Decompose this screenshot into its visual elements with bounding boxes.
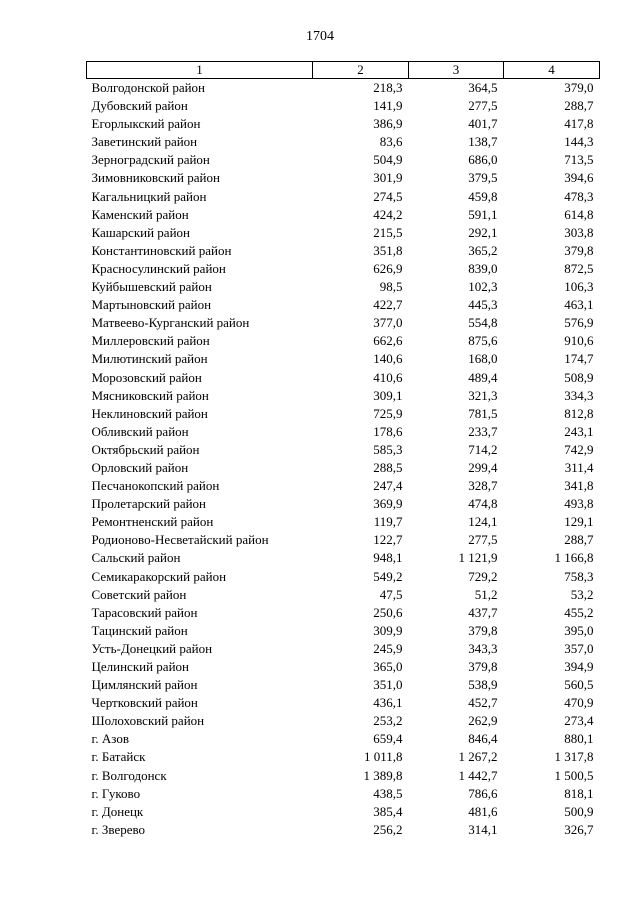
value-cell-col-4: 129,1 <box>564 514 594 530</box>
district-name-cell: г. Зверево <box>91 821 146 837</box>
district-name-cell: Заветинский район <box>91 134 198 150</box>
district-name-cell: Шолоховский район <box>91 713 205 729</box>
value-cell-col-4: 1 500,5 <box>554 767 594 783</box>
value-cell-col-4: 174,7 <box>564 351 594 367</box>
column-header-1: 1 <box>87 62 313 79</box>
value-cell-col-3: 846,4 <box>468 731 498 747</box>
district-name-cell: Неклиновский район <box>91 405 208 421</box>
district-name-cell: Семикаракорский район <box>91 568 227 584</box>
value-cell-col-4: 713,5 <box>564 152 594 168</box>
table-row <box>87 495 600 513</box>
value-cell-col-2: 141,9 <box>373 98 403 114</box>
district-name-cell: Целинский район <box>91 659 189 674</box>
value-cell-col-2: 410,6 <box>373 369 403 385</box>
value-cell-col-3: 292,1 <box>468 224 498 240</box>
value-cell-col-4: 493,8 <box>564 496 594 512</box>
table-row <box>87 405 600 423</box>
table-row <box>87 658 600 676</box>
value-cell-col-3: 379,8 <box>468 622 498 638</box>
value-cell-col-4: 910,6 <box>564 333 594 349</box>
table-row <box>87 477 600 495</box>
value-cell-col-2: 948,1 <box>373 550 403 566</box>
value-cell-col-2: 83,6 <box>379 134 403 150</box>
value-cell-col-2: 626,9 <box>373 260 403 276</box>
value-cell-col-3: 328,7 <box>468 478 498 494</box>
district-name-cell: г. Донецк <box>91 803 144 819</box>
value-cell-col-4: 311,4 <box>564 459 594 475</box>
value-cell-col-2: 351,0 <box>373 677 403 693</box>
value-cell-col-4: 288,7 <box>564 532 594 548</box>
value-cell-col-2: 438,5 <box>373 785 403 801</box>
value-cell-col-2: 256,2 <box>373 821 403 837</box>
value-cell-col-4: 872,5 <box>564 260 594 276</box>
district-name-cell: г. Волгодонск <box>91 767 167 783</box>
table-row <box>87 133 600 151</box>
value-cell-col-3: 481,6 <box>468 803 498 819</box>
value-cell-col-2: 662,6 <box>373 333 403 349</box>
value-cell-col-2: 1 389,8 <box>363 767 403 783</box>
page-number: 1704 <box>306 29 334 44</box>
table-row <box>87 423 600 441</box>
value-cell-col-2: 377,0 <box>373 315 403 331</box>
table-row <box>87 350 600 368</box>
value-cell-col-2: 178,6 <box>373 423 403 439</box>
value-cell-col-3: 781,5 <box>468 405 498 421</box>
value-cell-col-3: 538,9 <box>468 677 498 693</box>
table-row <box>87 730 600 748</box>
value-cell-col-3: 102,3 <box>468 279 498 295</box>
value-cell-col-3: 321,3 <box>468 387 498 403</box>
table-row <box>87 151 600 169</box>
value-cell-col-3: 233,7 <box>468 423 498 439</box>
value-cell-col-4: 478,3 <box>564 188 594 204</box>
value-cell-col-3: 686,0 <box>468 152 498 168</box>
value-cell-col-2: 351,8 <box>373 242 403 258</box>
value-cell-col-3: 786,6 <box>468 785 498 801</box>
value-cell-col-4: 758,3 <box>564 568 594 584</box>
value-cell-col-4: 379,0 <box>564 80 594 95</box>
table-row <box>87 224 600 242</box>
district-name-cell: Советский район <box>91 586 187 602</box>
value-cell-col-4: 880,1 <box>564 731 594 747</box>
district-name-cell: Мясниковский район <box>91 387 209 403</box>
district-name-cell: Каменский район <box>91 206 189 222</box>
value-cell-col-3: 1 267,2 <box>458 749 498 765</box>
value-cell-col-2: 253,2 <box>373 713 403 729</box>
district-name-cell: г. Батайск <box>91 749 146 765</box>
district-name-cell: Орловский район <box>91 459 189 475</box>
value-cell-col-4: 417,8 <box>564 116 594 132</box>
column-header-3: 3 <box>409 62 504 79</box>
district-name-cell: Песчанокопский район <box>91 478 220 494</box>
district-name-cell: Усть-Донецкий район <box>91 640 213 656</box>
value-cell-col-4: 812,8 <box>564 405 594 421</box>
value-cell-col-2: 301,9 <box>373 170 403 186</box>
district-name-cell: Пролетарский район <box>91 496 207 512</box>
value-cell-col-2: 1 011,8 <box>363 749 403 765</box>
value-cell-col-2: 385,4 <box>373 803 403 819</box>
value-cell-col-2: 119,7 <box>373 514 403 530</box>
table-row <box>87 169 600 187</box>
value-cell-col-4: 1 317,8 <box>554 749 594 765</box>
table-row <box>87 115 600 133</box>
value-cell-col-4: 326,7 <box>564 821 594 837</box>
value-cell-col-2: 288,5 <box>373 459 403 475</box>
district-name-cell: Сальский район <box>91 550 181 566</box>
table-row <box>87 604 600 622</box>
value-cell-col-3: 299,4 <box>468 459 498 475</box>
value-cell-col-4: 395,0 <box>564 622 594 638</box>
value-cell-col-2: 122,7 <box>373 532 403 548</box>
value-cell-col-4: 455,2 <box>564 604 594 620</box>
table-row <box>87 694 600 712</box>
table-body <box>87 79 600 839</box>
value-cell-col-3: 1 121,9 <box>458 550 498 566</box>
value-cell-col-2: 309,1 <box>373 387 403 403</box>
table-row <box>87 531 600 549</box>
table-row <box>87 586 600 604</box>
value-cell-col-3: 489,4 <box>468 369 498 385</box>
column-header-2: 2 <box>313 62 409 79</box>
value-cell-col-2: 215,5 <box>373 224 403 240</box>
district-name-cell: Ремонтненский район <box>91 514 214 530</box>
district-name-cell: Константиновский район <box>91 242 232 258</box>
value-cell-col-3: 401,7 <box>468 116 498 132</box>
value-cell-col-3: 277,5 <box>468 532 498 548</box>
table-row <box>87 767 600 785</box>
value-cell-col-4: 576,9 <box>564 315 594 331</box>
value-cell-col-3: 168,0 <box>468 351 498 367</box>
table-row <box>87 314 600 332</box>
data-table <box>86 61 600 839</box>
table-row <box>87 260 600 278</box>
value-cell-col-2: 424,2 <box>373 206 403 222</box>
table-row <box>87 188 600 206</box>
table-row <box>87 369 600 387</box>
value-cell-col-4: 818,1 <box>564 785 594 801</box>
table-row <box>87 640 600 658</box>
value-cell-col-3: 277,5 <box>468 98 498 114</box>
value-cell-col-2: 422,7 <box>373 297 403 313</box>
district-name-cell: Куйбышевский район <box>91 279 212 295</box>
value-cell-col-2: 386,9 <box>373 116 403 132</box>
value-cell-col-2: 47,5 <box>379 586 403 602</box>
table-row <box>87 803 600 821</box>
value-cell-col-4: 500,9 <box>564 803 594 819</box>
district-name-cell: Кашарский район <box>91 224 190 240</box>
value-cell-col-4: 379,8 <box>564 242 594 258</box>
district-name-cell: Миллеровский район <box>91 333 210 349</box>
table-row <box>87 441 600 459</box>
value-cell-col-4: 341,8 <box>564 478 594 494</box>
value-cell-col-3: 729,2 <box>468 568 498 584</box>
value-cell-col-2: 98,5 <box>379 279 403 295</box>
value-cell-col-3: 379,5 <box>468 170 498 186</box>
table-row <box>87 206 600 224</box>
value-cell-col-3: 437,7 <box>468 604 498 620</box>
table-row <box>87 712 600 730</box>
value-cell-col-4: 1 166,8 <box>554 550 594 566</box>
value-cell-col-3: 875,6 <box>468 333 498 349</box>
district-name-cell: Волгодонской район <box>91 80 206 95</box>
value-cell-col-3: 262,9 <box>468 713 498 729</box>
value-cell-col-4: 463,1 <box>564 297 594 313</box>
value-cell-col-4: 394,6 <box>564 170 594 186</box>
table-row <box>87 821 600 839</box>
value-cell-col-3: 445,3 <box>468 297 498 313</box>
district-name-cell: г. Азов <box>91 731 129 747</box>
value-cell-col-4: 53,2 <box>570 586 594 602</box>
table-row <box>87 785 600 803</box>
table-row <box>87 97 600 115</box>
value-cell-col-2: 140,6 <box>373 351 403 367</box>
value-cell-col-2: 250,6 <box>373 604 403 620</box>
value-cell-col-3: 714,2 <box>468 441 498 457</box>
district-name-cell: Егорлыкский район <box>91 116 201 132</box>
table-row <box>87 278 600 296</box>
district-name-cell: Зерноградский район <box>91 152 210 168</box>
value-cell-col-2: 504,9 <box>373 152 403 168</box>
value-cell-col-3: 452,7 <box>468 695 498 711</box>
value-cell-col-4: 303,8 <box>564 224 594 240</box>
table-row <box>87 296 600 314</box>
value-cell-col-4: 614,8 <box>564 206 594 222</box>
table-row <box>87 676 600 694</box>
district-name-cell: Тацинский район <box>91 622 188 638</box>
value-cell-col-3: 314,1 <box>468 821 498 837</box>
value-cell-col-4: 560,5 <box>564 677 594 693</box>
table-row <box>87 387 600 405</box>
district-name-cell: Тарасовский район <box>91 604 198 620</box>
table-row <box>87 622 600 640</box>
value-cell-col-3: 1 442,7 <box>458 767 498 783</box>
value-cell-col-3: 379,8 <box>468 659 498 674</box>
value-cell-col-2: 218,3 <box>373 80 403 95</box>
value-cell-col-4: 243,1 <box>564 423 594 439</box>
district-name-cell: Чертковский район <box>91 695 198 711</box>
district-name-cell: Обливский район <box>91 423 189 439</box>
value-cell-col-3: 124,1 <box>468 514 498 530</box>
value-cell-col-3: 474,8 <box>468 496 498 512</box>
district-name-cell: Милютинский район <box>91 351 208 367</box>
value-cell-col-2: 309,9 <box>373 622 403 638</box>
table-row <box>87 242 600 260</box>
value-cell-col-4: 742,9 <box>564 441 594 457</box>
value-cell-col-4: 470,9 <box>564 695 594 711</box>
value-cell-col-4: 508,9 <box>564 369 594 385</box>
value-cell-col-4: 106,3 <box>564 279 594 295</box>
value-cell-col-4: 288,7 <box>564 98 594 114</box>
value-cell-col-2: 274,5 <box>373 188 403 204</box>
table-row <box>87 332 600 350</box>
value-cell-col-4: 273,4 <box>564 713 594 729</box>
value-cell-col-2: 659,4 <box>373 731 403 747</box>
header-row <box>87 62 600 79</box>
table-row <box>87 513 600 531</box>
district-name-cell: Октябрьский район <box>91 441 200 457</box>
value-cell-col-3: 138,7 <box>468 134 498 150</box>
table-row <box>87 568 600 586</box>
value-cell-col-3: 343,3 <box>468 640 498 656</box>
value-cell-col-3: 839,0 <box>468 260 498 276</box>
value-cell-col-3: 591,1 <box>468 206 498 222</box>
table-header <box>87 62 600 79</box>
value-cell-col-3: 51,2 <box>474 586 498 602</box>
value-cell-col-3: 364,5 <box>468 80 498 95</box>
table-row <box>87 549 600 567</box>
district-name-cell: Цимлянский район <box>91 677 198 693</box>
value-cell-col-2: 365,0 <box>373 659 403 674</box>
district-name-cell: Кагальницкий район <box>91 188 207 204</box>
district-name-cell: Родионово-Несветайский район <box>91 532 269 548</box>
value-cell-col-2: 247,4 <box>373 478 403 494</box>
district-name-cell: Морозовский район <box>91 369 202 385</box>
district-name-cell: Зимовниковский район <box>91 170 220 186</box>
district-name-cell: Матвеево-Курганский район <box>91 315 250 331</box>
table-row <box>87 79 600 98</box>
value-cell-col-3: 365,2 <box>468 242 498 258</box>
value-cell-col-2: 436,1 <box>373 695 403 711</box>
value-cell-col-2: 549,2 <box>373 568 403 584</box>
value-cell-col-3: 554,8 <box>468 315 498 331</box>
value-cell-col-4: 394,9 <box>564 659 594 674</box>
table-row <box>87 748 600 766</box>
district-name-cell: г. Гуково <box>91 785 141 801</box>
district-name-cell: Дубовский район <box>91 98 188 114</box>
value-cell-col-4: 357,0 <box>564 640 594 656</box>
table-row <box>87 459 600 477</box>
value-cell-col-2: 585,3 <box>373 441 403 457</box>
value-cell-col-2: 725,9 <box>373 405 403 421</box>
value-cell-col-2: 369,9 <box>373 496 403 512</box>
value-cell-col-3: 459,8 <box>468 188 498 204</box>
value-cell-col-4: 144,3 <box>564 134 594 150</box>
district-name-cell: Мартыновский район <box>91 297 212 313</box>
column-header-4: 4 <box>504 62 600 79</box>
district-name-cell: Красносулинский район <box>91 260 226 276</box>
value-cell-col-4: 334,3 <box>564 387 594 403</box>
value-cell-col-2: 245,9 <box>373 640 403 656</box>
